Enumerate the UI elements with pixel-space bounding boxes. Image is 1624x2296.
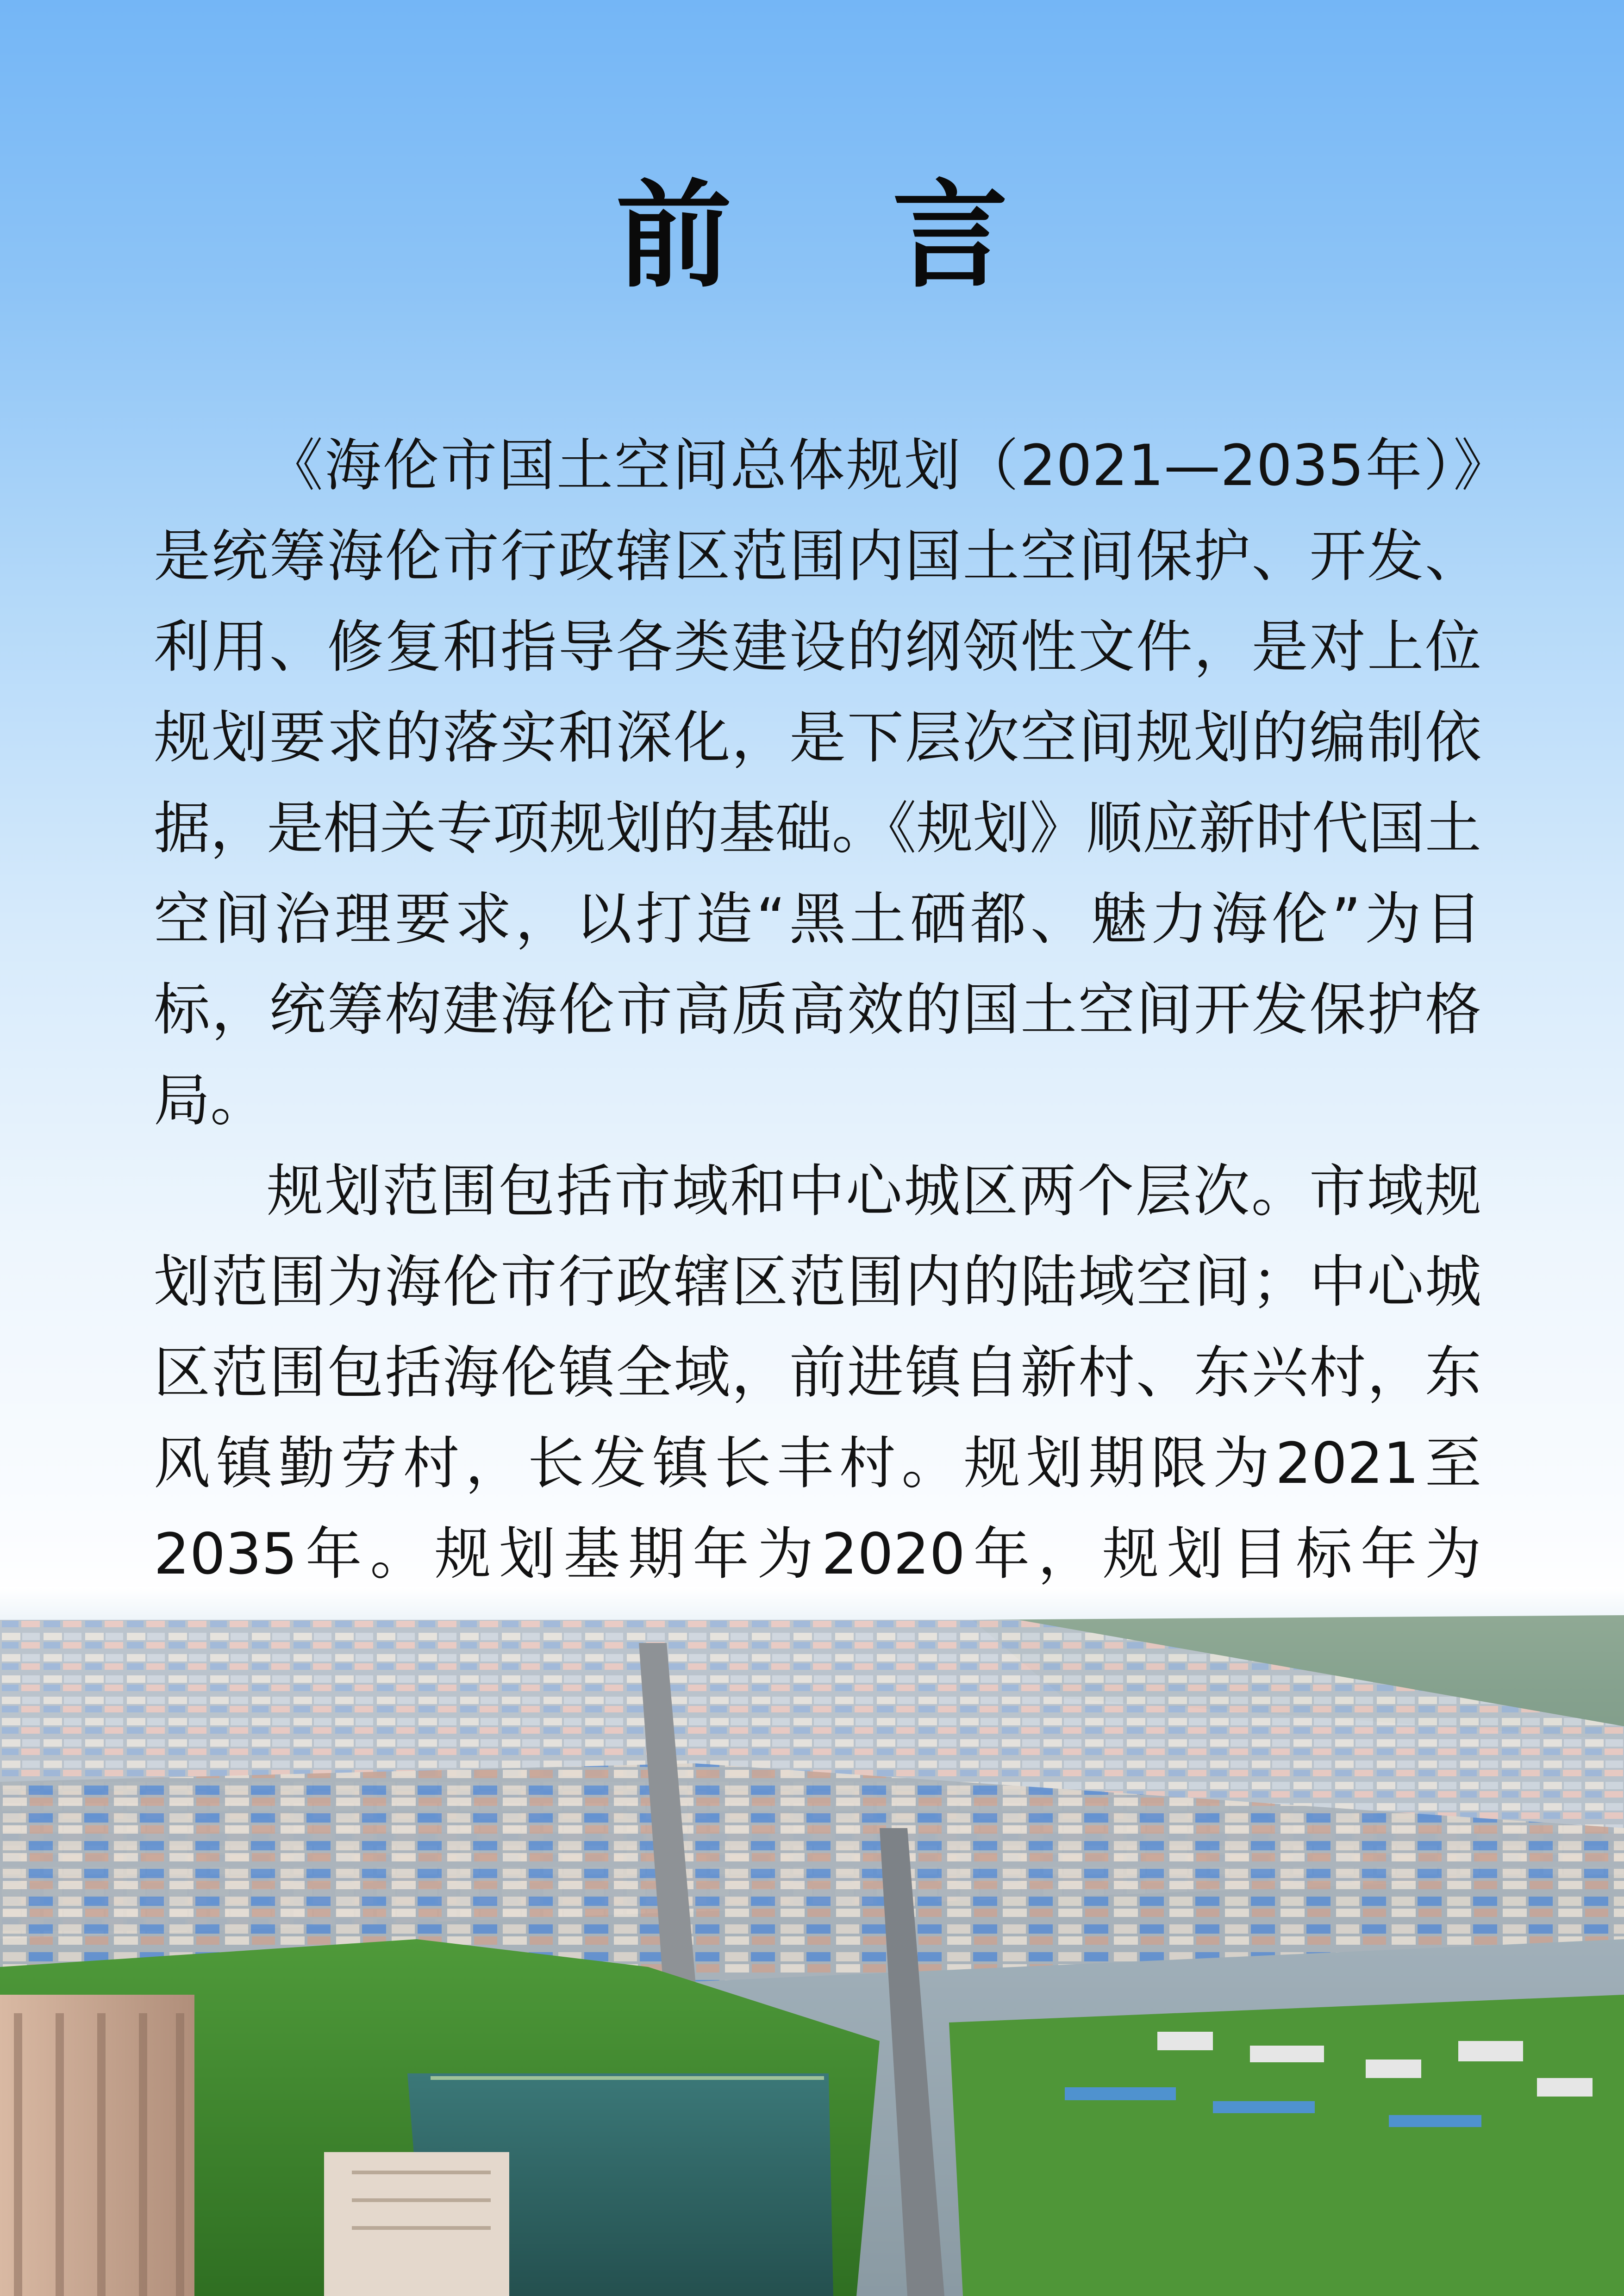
aerial-city-illustration <box>0 1587 1624 2296</box>
page-title: 前 言 <box>616 168 1068 303</box>
aerial-city-photo <box>0 1587 1624 2296</box>
preface-paragraph-1: 《海伦市国土空间总体规划（2021—2035年）》是统筹海伦市行政辖区范围内国土空间保护、开发、利用、修复和指导各类建设的纲领性文件，是对上位规划要求的落实和深化，是下层次空间规划的编制依据，是相关专项规划的基础。《规划》顺应新时代国土空间治理要求，以打造“黑土硒都、魅力海伦”为目标，统筹构建海伦市高质高效的国土空间开发保护格局。 <box>154 433 1481 1133</box>
preface-paragraph-2: 规划范围包括市域和中心城区两个层次。市域规划范围为海伦市行政辖区范围内的陆域空间；中心城区范围包括海伦镇全域，前进镇自新村、东兴村，东风镇勤劳村，长发镇长丰村。规划期限为2021至2035年。规划基期年为2020年，规划目标年为 <box>154 1158 1481 1587</box>
preface-body <box>154 420 1481 1690</box>
